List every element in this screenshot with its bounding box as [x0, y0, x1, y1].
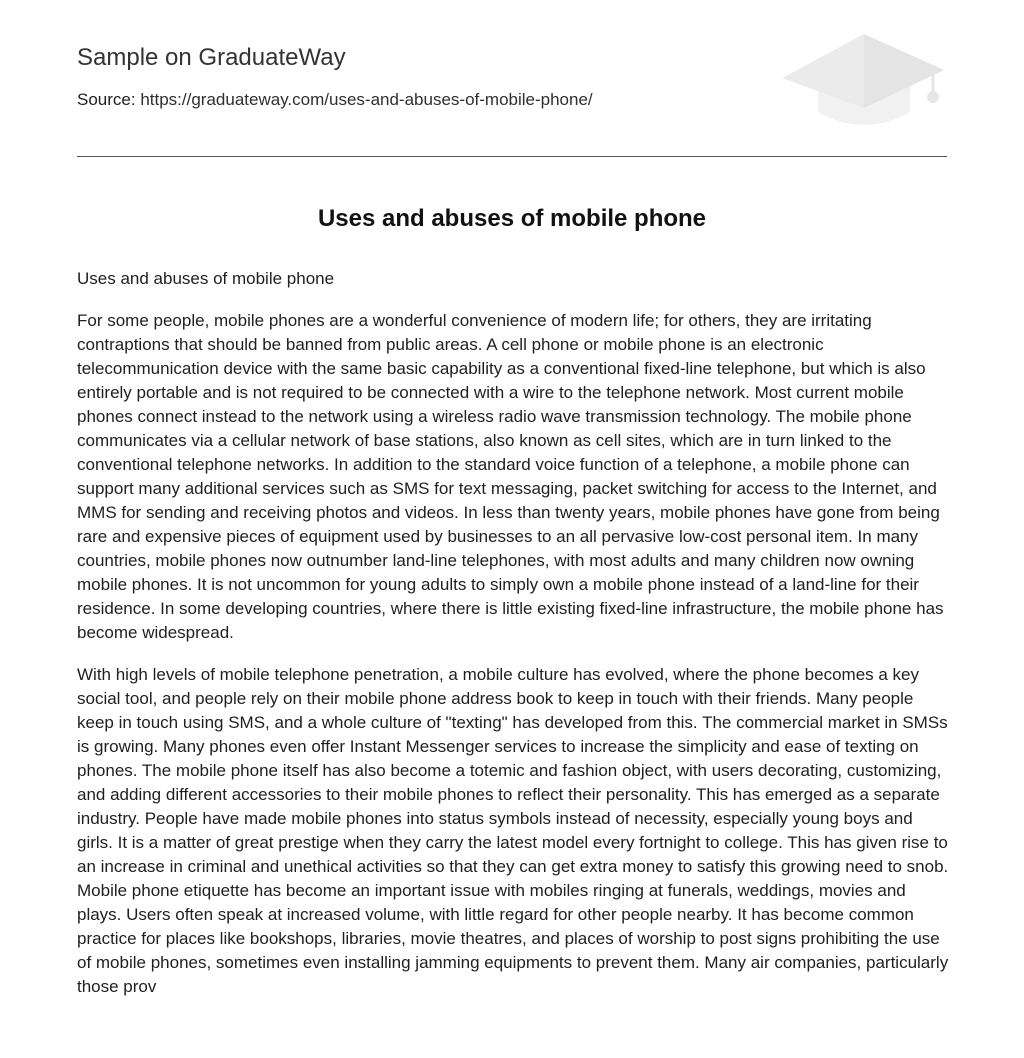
source-label: Source: [77, 90, 136, 109]
graduation-cap-icon [780, 30, 948, 134]
page-header [77, 0, 947, 157]
document-page [77, 0, 949, 996]
source-link[interactable]: https://graduateway.com/uses-and-abuses-of-mobile-phone/ [140, 90, 593, 109]
paragraph: For some people, mobile phones are a wonderful convenience of modern life; for others, they are irritating contraptions that should be banned from public areas. A cell phone or mobile phone is an electronic telecommunication device with the same basic capability as a conventional fixed-line telephone, but which is also entirely portable and is not required to be connected with a wire to the telephone network. Most current mobile phones connect instead to the network using a wireless radio wave transmission technology. The mobile phone communicates via a cellular network of base stations, also known as cell sites, which are in turn linked to the conventional telephone networks. In addition to the standard voice function of a telephone, a mobile phone can support many additional services such as SMS for text messaging, packet switching for access to the Internet, and MMS for sending and receiving photos and videos. In less than twenty years, mobile phones have gone from being rare and expensive pieces of equipment used by businesses to an all pervasive low-cost personal item. In many countries, mobile phones now outnumber land-line telephones, with most adults and many children now owning mobile phones. It is not uncommon for young adults to simply own a mobile phone instead of a land-line for their residence. In some developing countries, where there is little existing fixed-line infrastructure, the mobile phone has become widespread. [77, 311, 944, 642]
site-title: Sample on GraduateWay [77, 44, 346, 71]
document-body [77, 267, 949, 1001]
document-title: Uses and abuses of mobile phone [317, 205, 707, 232]
paragraph: With high levels of mobile telephone penetration, a mobile culture has evolved, where the phone becomes a key social tool, and people rely on their mobile phone address book to keep in touch with their friends. Many people keep in touch using SMS, and a whole culture of "texting" has developed from this. The commercial market in SMSs is growing. Many phones even offer Instant Messenger services to increase the simplicity and ease of texting on phones. The mobile phone itself has also become a totemic and fashion object, with users decorating, customizing, and adding different accessories to their mobile phones to reflect their personality. This has emerged as a separate industry. People have made mobile phones into status symbols instead of necessity, especially young boys and girls. It is a matter of great prestige when they carry the latest model every fortnight to college. This has given rise to an increase in criminal and unethical activities so that they can get extra money to satisfy this growing need to snob. Mobile phone etiquette has become an important issue with mobiles ringing at funerals, weddings, movies and plays. Users often speak at increased volume, with little regard for other people nearby. It has become common practice for places like bookshops, libraries, movie theatres, and places of worship to post signs prohibiting the use of mobile phones, sometimes even installing jamming equipments to prevent them. Many air companies, particularly those prov [77, 665, 949, 996]
document-subtitle: Uses and abuses of mobile phone [77, 269, 335, 288]
source-line [77, 90, 593, 110]
